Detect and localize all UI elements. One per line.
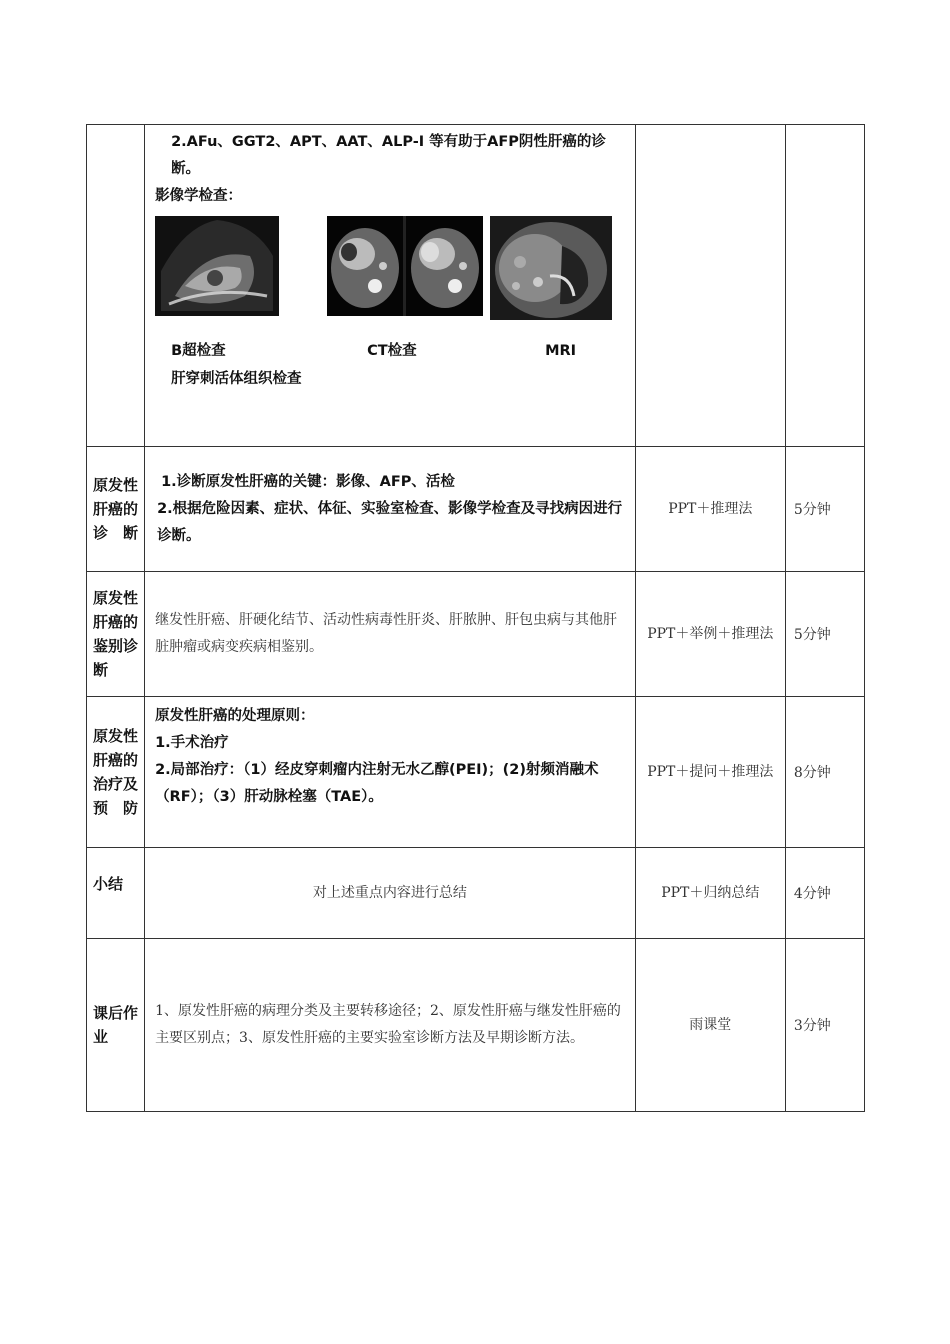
ct-image: [327, 216, 483, 316]
imaging-captions: [155, 338, 625, 366]
imaging-heading: 影像学检查：: [155, 188, 243, 204]
row-label-differential: 原发性肝癌的鉴别诊断: [87, 572, 145, 697]
treatment-surgery-text: 1.手术治疗: [155, 735, 229, 751]
caption-ultrasound: B超检查: [171, 343, 226, 359]
method-cell-empty: [635, 125, 785, 447]
row-label-homework: 课后作业: [87, 939, 145, 1112]
time-treatment: 8分钟: [785, 697, 864, 848]
treatment-content-cell: [145, 697, 636, 848]
treatment-local-text: 2.局部治疗：（1）经皮穿刺瘤内注射无水乙醇(PEI)；(2)射频消融术（RF）；（3）肝动脉栓塞（TAE）。: [155, 762, 599, 805]
table-row-treatment: [87, 697, 865, 848]
differential-content-cell: 继发性肝癌、肝硬化结节、活动性病毒性肝炎、肝脓肿、肝包虫病与其他肝脏肿瘤或病变疾病相鉴别。: [145, 572, 636, 697]
row-label-diagnosis: 原发性肝癌的诊断: [87, 447, 145, 572]
biopsy-text: 肝穿刺活体组织检查: [171, 371, 302, 387]
lesson-plan-table: [86, 124, 865, 1112]
method-treatment: PPT＋提问＋推理法: [635, 697, 785, 848]
method-diagnosis: PPT＋推理法: [635, 447, 785, 572]
table-row-differential: [87, 572, 865, 697]
time-differential: 5分钟: [785, 572, 864, 697]
imaging-content-cell: [145, 125, 636, 447]
mri-image: [490, 216, 612, 320]
table-row-diagnosis: [87, 447, 865, 572]
diagnosis-key-text: 1.诊断原发性肝癌的关键：影像、AFP、活检: [161, 473, 455, 490]
method-differential: PPT＋举例＋推理法: [635, 572, 785, 697]
row-label-summary: 小结: [87, 848, 145, 939]
time-summary: 4分钟: [785, 848, 864, 939]
time-homework: 3分钟: [785, 939, 864, 1112]
table-row-imaging: [87, 125, 865, 447]
diagnosis-basis-text: 2.根据危险因素、症状、体征、实验室检查、影像学检查及寻找病因进行诊断。: [157, 500, 623, 544]
diagnosis-content-cell: [145, 447, 636, 572]
summary-content-cell: 对上述重点内容进行总结: [145, 848, 636, 939]
imaging-figures: [155, 216, 625, 316]
method-homework: 雨课堂: [635, 939, 785, 1112]
treatment-principle-heading: 原发性肝癌的处理原则：: [155, 708, 315, 724]
caption-mri: MRI: [545, 343, 577, 359]
table-row-homework: [87, 939, 865, 1112]
enzyme-markers-text: 2.AFu、GGT2、APT、AAT、ALP-Ⅰ 等有助于AFP阴性肝癌的诊断。: [171, 134, 606, 177]
ultrasound-image: [155, 216, 279, 316]
row-label-empty: [87, 125, 145, 447]
table-row-summary: [87, 848, 865, 939]
homework-content-cell: 1、原发性肝癌的病理分类及主要转移途径；2、原发性肝癌与继发性肝癌的主要区别点；3、原发性肝癌的主要实验室诊断方法及早期诊断方法。: [145, 939, 636, 1112]
time-cell-empty: [785, 125, 864, 447]
time-diagnosis: 5分钟: [785, 447, 864, 572]
method-summary: PPT＋归纳总结: [635, 848, 785, 939]
row-label-treatment: 原发性肝癌的治疗及预防: [87, 697, 145, 848]
caption-ct: CT检查: [367, 343, 417, 359]
